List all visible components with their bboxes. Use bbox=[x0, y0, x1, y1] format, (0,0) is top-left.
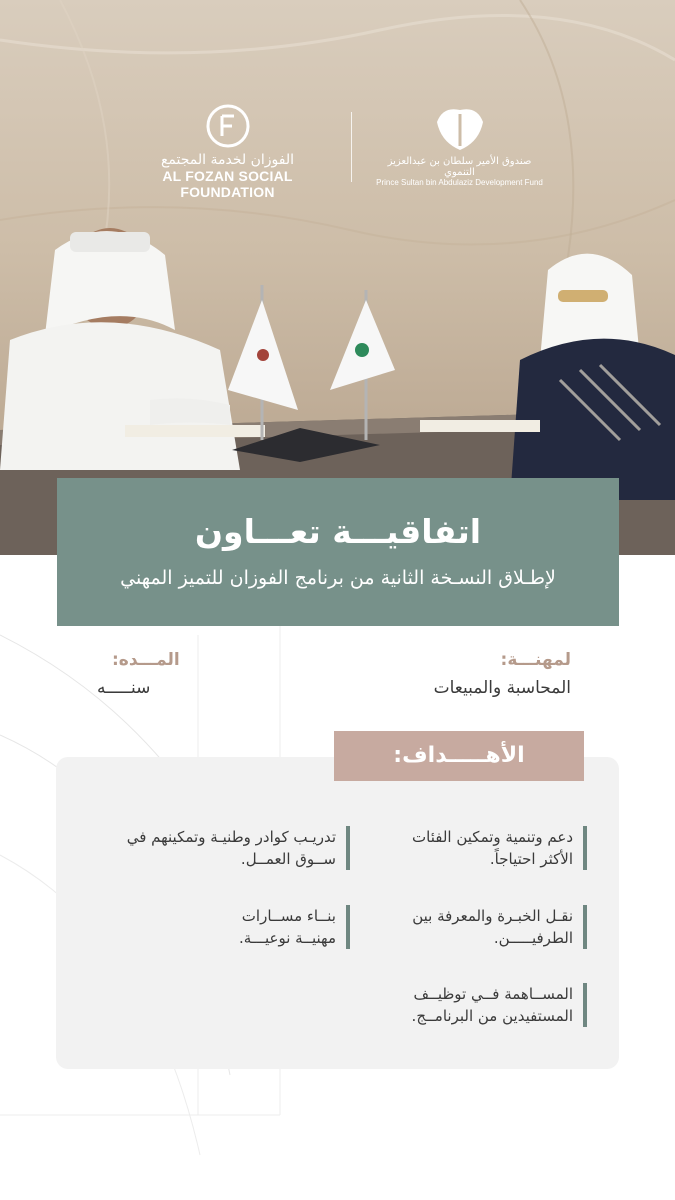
signing-ceremony-photo bbox=[0, 0, 675, 555]
logo-divider bbox=[351, 112, 352, 182]
psf-name-en: Prince Sultan bin Abdulaziz Development Fund bbox=[376, 178, 543, 187]
fozan-emblem-icon bbox=[206, 104, 250, 148]
psf-name-ar: صندوق الأمير سلطان بن عبدالعزيز التنموي bbox=[387, 156, 532, 178]
fozan-name-en: AL FOZAN SOCIAL FOUNDATION bbox=[162, 168, 293, 200]
psf-emblem-icon bbox=[431, 100, 489, 152]
psf-logo bbox=[372, 100, 547, 187]
goal-item: دعم وتنمية وتمكين الفئات الأكثر احتياجاً. bbox=[373, 826, 587, 870]
fozan-name-ar: الفوزان لخدمة المجتمع bbox=[160, 152, 294, 168]
duration-value: سنـــــه bbox=[97, 678, 151, 698]
profession-label: لمهنـــة: bbox=[500, 650, 571, 670]
goal-item: نقـل الخبـرة والمعرفة بين الطرفيـــــن. bbox=[373, 905, 587, 949]
page-subtitle: لإطـلاق النسـخة الثانية من برنامج الفوزان للتميز المهني bbox=[120, 567, 556, 589]
photo-scene bbox=[0, 0, 675, 555]
goals-heading: الأهـــــداف: bbox=[334, 731, 584, 781]
goal-item: بنــاء مســارات مهنيــة نوعيـــة. bbox=[86, 905, 350, 949]
goal-item: تدريـب كوادر وطنيـة وتمكينهم في ســوق العمــل. bbox=[86, 826, 350, 870]
profession-value: المحاسبة والمبيعات bbox=[433, 678, 571, 698]
fozan-foundation-logo bbox=[120, 104, 335, 200]
goal-item: المســاهمة فــي توظيــف المستفيدين من البرنامــج. bbox=[373, 983, 587, 1027]
page-title: اتفاقيـــة تعـــاون bbox=[194, 512, 482, 551]
duration-label: المـــده: bbox=[112, 650, 180, 670]
title-band bbox=[57, 478, 619, 626]
